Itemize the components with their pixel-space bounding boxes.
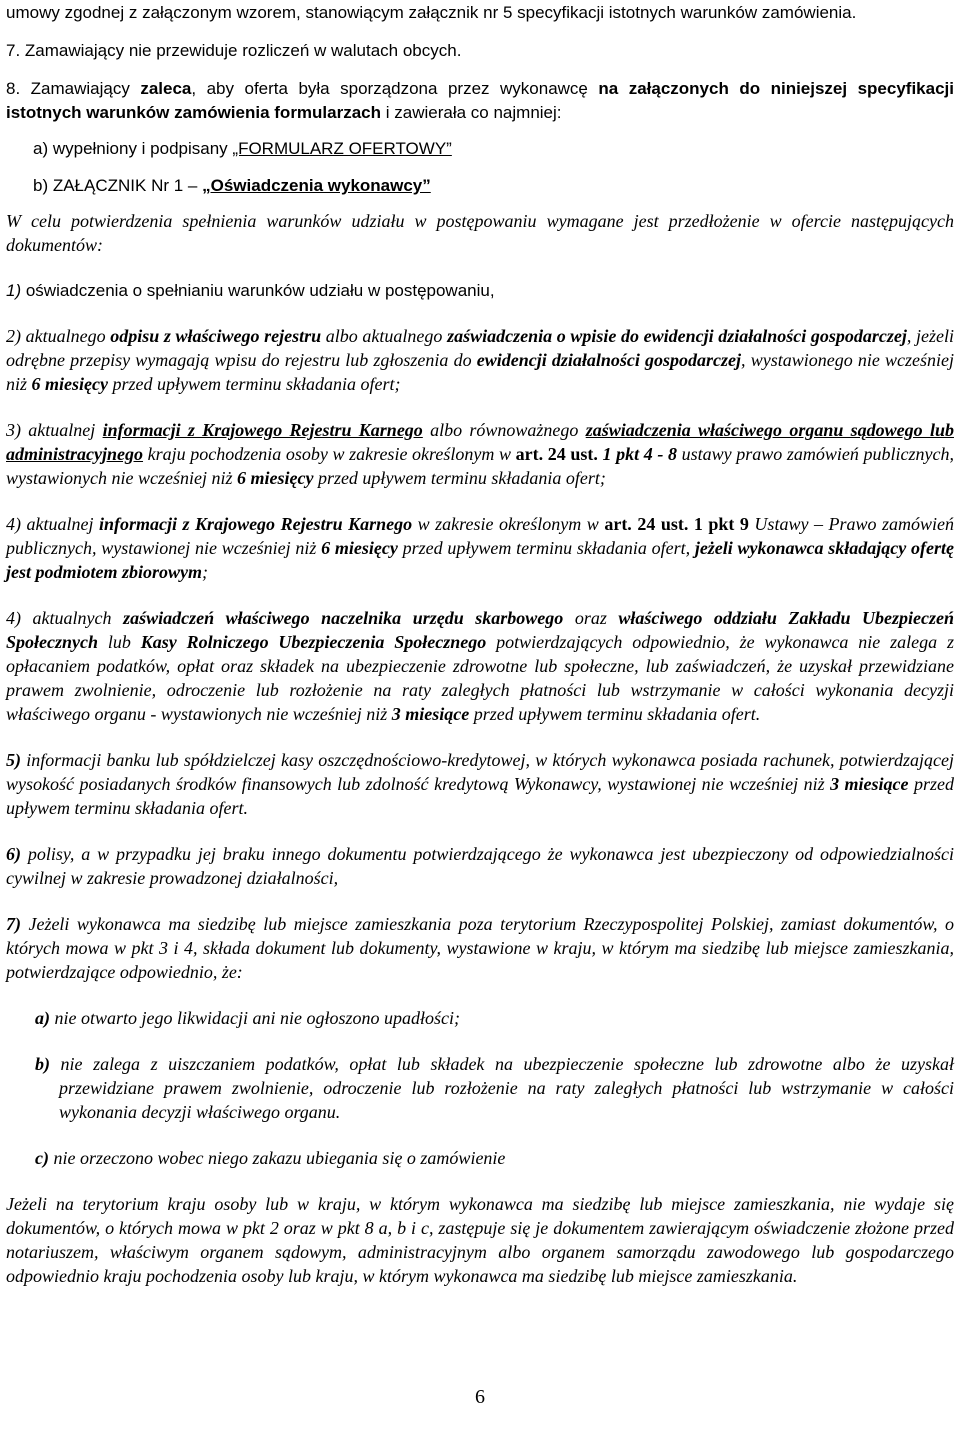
document-3: 3) aktualnej informacji z Krajowego Rejestru Karnego albo równoważnego zaświadczenia właściwego organu sądowego lub administracyjnego kraju pochodzenia osoby w zakresie określonym w art. 24 ust. 1 pkt 4 - 8 ustawy prawo zamówień publicznych, wystawionych nie wcześniej niż 6 miesięcy przed upływem terminu składania ofert; [6, 420, 954, 488]
documents-intro: W celu potwierdzenia spełnienia warunków udziału w postępowaniu wymagane jest przedłożenie w ofercie następujących dokumentów: [6, 211, 954, 255]
document-2: 2) aktualnego odpisu z właściwego rejestru albo aktualnego zaświadczenia o wpisie do ewidencji działalności gospodarczej, jeżeli odrębne przepisy wymagają wpisu do rejestru lub zgłoszenia do ewidencji działalności gospodarczej, wystawionego nie wcześniej niż 6 miesięcy przed upływem terminu składania ofert; [6, 326, 954, 394]
document-4-zaswiadczenia: 4) aktualnych zaświadczeń właściwego naczelnika urzędu skarbowego oraz właściwego oddziału Zakładu Ubezpieczeń Społecznych lub Kasy Rolniczego Ubezpieczenia Społecznego potwierdzających odpowiednio, że wykonawca nie zalega z opłacaniem podatków, opłat oraz składek na ubezpieczenie zdrowotne lub społeczne, lub zaświadczeń, że uzyskał przewidziane prawem zwolnienie, odroczenie lub rozłożenie na raty zaległych płatności lub wstrzymanie w całości wykonania decyzji właściwego organu - wystawionych nie wcześniej niż 3 miesiące przed upływem terminu składania ofert. [6, 608, 955, 724]
subitem-c: c) nie orzeczono wobec niego zakazu ubiegania się o zamówienie [35, 1148, 506, 1168]
list-item-b: b) ZAŁĄCZNIK Nr 1 – „Oświadczenia wykonawcy” [33, 176, 431, 195]
document-page [6, 0, 954, 1288]
paragraph-8: 8. Zamawiający zaleca, aby oferta była sporządzona przez wykonawcę na załączonych do niniejszej specyfikacji istotnych warunków zamówienia formularzach i zawierała co najmniej: [6, 79, 954, 122]
document-6: 6) polisy, a w przypadku jej braku innego dokumentu potwierdzającego że wykonawca jest ubezpieczony od odpowiedzialności cywilnej w zakresie prowadzonej działalności, [6, 844, 954, 888]
subitem-b: b) nie zalega z uiszczaniem podatków, opłat lub składek na ubezpieczenie społeczne lub zdrowotne albo że uzyskał przewidziane prawem zwolnienie, odroczenie lub rozłożenie na raty zaległych płatności lub wstrzymanie w całości wykonania decyzji właściwego organu. [35, 1054, 954, 1122]
document-4-karny: 4) aktualnej informacji z Krajowego Rejestru Karnego w zakresie określonym w art. 24 ust. 1 pkt 9 Ustawy – Prawo zamówień publicznych, wystawionej nie wcześniej niż 6 miesięcy przed upływem terminu składania ofert, jeżeli wykonawca składający ofertę jest podmiotem zbiorowym; [6, 514, 954, 582]
paragraph-continuation: umowy zgodnej z załączonym wzorem, stanowiącym załącznik nr 5 specyfikacji istotnych warunków zamówienia. [6, 3, 857, 22]
final-paragraph: Jeżeli na terytorium kraju osoby lub w kraju, w którym wykonawca ma siedzibę lub miejsce zamieszkania, nie wydaje się dokumentów, o których mowa w pkt 2 oraz w pkt 8 a, b i c, zastępuje się je dokumentem zawierającym oświadczenie złożone przed notariuszem, właściwym organem sądowym, administracyjnym albo organem samorządu zawodowego lub gospodarczego odpowiednio kraju pochodzenia osoby lub kraju, w którym wykonawca ma siedzibę lub miejsce zamieszkania. [6, 1194, 954, 1286]
paragraph-7: 7. Zamawiający nie przewiduje rozliczeń w walutach obcych. [6, 41, 462, 60]
document-1: 1) oświadczenia o spełnianiu warunków udziału w postępowaniu, [6, 281, 495, 300]
subitem-a: a) nie otwarto jego likwidacji ani nie ogłoszono upadłości; [35, 1008, 460, 1028]
page-number: 6 [475, 1386, 485, 1408]
document-7: 7) Jeżeli wykonawca ma siedzibę lub miejsce zamieszkania poza terytorium Rzeczypospolitej Polskiej, zamiast dokumentów, o których mowa w pkt 3 i 4, składa dokument lub dokumenty, wystawione w kraju, w którym ma siedzibę lub miejsce zamieszkania, potwierdzające odpowiednio, że: [6, 914, 954, 982]
list-item-a: a) wypełniony i podpisany „FORMULARZ OFERTOWY” [33, 139, 452, 158]
document-5: 5) informacji banku lub spółdzielczej kasy oszczędnościowo-kredytowej, w których wykonawca posiada rachunek, potwierdzającej wysokość posiadanych środków finansowych lub zdolność kredytową Wykonawcy, wystawionej nie wcześniej niż 3 miesiące przed upływem terminu składania ofert. [6, 750, 955, 818]
